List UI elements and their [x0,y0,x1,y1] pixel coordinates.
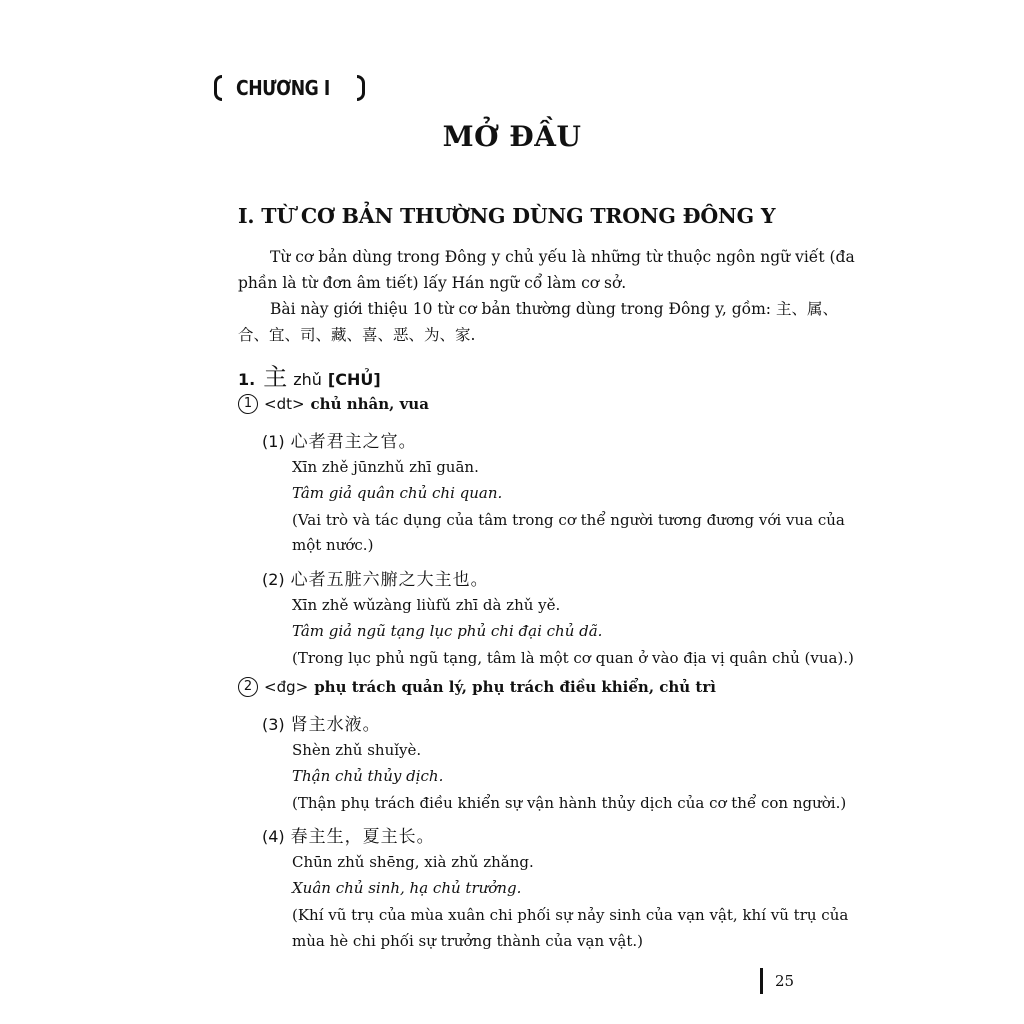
example-3-pinyin: Shèn zhǔ shuǐyè. [292,741,422,759]
example-hanzi: 肾主水液。 [290,715,381,735]
sense-gloss: phụ trách quản lý, phụ trách điều khiển, chủ trì [314,678,716,696]
page-number [760,968,794,994]
page-title: MỞ ĐẦU [442,120,582,153]
entry-number: 1. [238,370,256,389]
right-bracket-ornament [357,75,365,101]
sense-marker: 2 [238,677,258,697]
example-2-hanviet: Tâm giả ngũ tạng lục phủ chi đại chủ dã. [292,622,603,640]
example-4-heading [262,822,435,847]
entry-viet: [CHỦ] [327,370,381,389]
example-1-meaning-line2: một nước.) [292,536,374,554]
intro-p2-line1: Bài này giới thiệu 10 từ cơ bản thường dùng trong Đông y, gồm: 主、属、 [270,300,838,318]
example-number: (3) [262,715,285,734]
example-4-meaning-line1: (Khí vũ trụ của mùa xuân chi phối sự nảy sinh của vạn vật, khí vũ trụ của [292,906,849,924]
example-4-hanviet: Xuân chủ sinh, hạ chủ trưởng. [292,879,522,897]
left-bracket-ornament [214,75,222,101]
example-2-meaning-line1: (Trong lục phủ ngũ tạng, tâm là một cơ quan ở vào địa vị quân chủ (vua).) [292,649,854,667]
intro-p1-line2: phần là từ đơn âm tiết) lấy Hán ngữ cổ làm cơ sở. [238,274,627,292]
example-1-meaning-line1: (Vai trò và tác dụng của tâm trong cơ thể người tương đương với vua của [292,511,845,529]
example-1-hanviet: Tâm giả quân chủ chi quan. [292,484,503,502]
sense-1-heading [238,394,429,414]
entry-hanzi: 主 [263,363,288,391]
sense-gloss: chủ nhân, vua [310,395,429,413]
intro-p1-line1: Từ cơ bản dùng trong Đông y chủ yếu là những từ thuộc ngôn ngữ viết (đa [270,248,855,266]
entry-pinyin: zhǔ [293,370,322,389]
section-heading: I. TỪ CƠ BẢN THƯỜNG DÙNG TRONG ĐÔNG Y [238,204,776,228]
example-hanzi: 心者君主之官。 [290,432,417,452]
example-1-pinyin: Xīn zhě jūnzhǔ zhī guān. [292,458,479,476]
page-number-text: 25 [775,972,795,990]
example-hanzi: 心者五脏六腑之大主也。 [290,570,489,590]
example-1-heading [262,427,417,452]
page-number-bar [760,968,763,994]
sense-marker: 1 [238,394,258,414]
entry-heading [238,357,381,392]
example-hanzi: 春主生，夏主长。 [290,827,435,847]
example-2-pinyin: Xīn zhě wǔzàng liùfǔ zhī dà zhǔ yě. [292,596,561,614]
example-number: (4) [262,827,285,846]
example-2-heading [262,565,489,590]
example-3-hanviet: Thận chủ thủy dịch. [292,767,444,785]
sense-tag: <dt> [264,395,305,413]
example-4-pinyin: Chūn zhǔ shēng, xià zhǔ zhǎng. [292,853,534,871]
example-3-meaning-line1: (Thận phụ trách điều khiển sự vận hành thủy dịch của cơ thể con người.) [292,794,847,812]
example-number: (1) [262,432,285,451]
example-3-heading [262,710,381,735]
chapter-header [214,72,365,104]
chapter-label: CHƯƠNG I [236,76,330,100]
sense-2-heading [238,677,716,697]
example-number: (2) [262,570,285,589]
intro-p2-line2: 合、宜、司、藏、喜、恶、为、家. [238,326,476,344]
sense-tag: <đg> [264,678,309,696]
example-4-meaning-line2: mùa hè chi phối sự trưởng thành của vạn vật.) [292,932,643,950]
